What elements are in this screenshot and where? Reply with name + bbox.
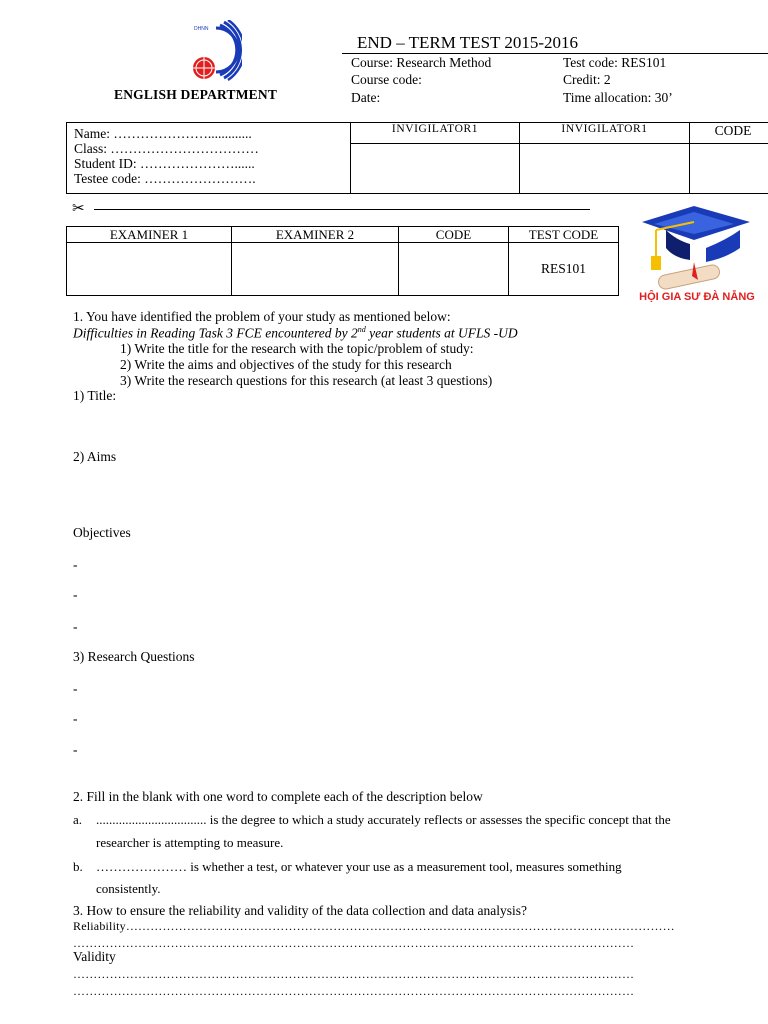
q1-task-2: 2) Write the aims and objectives of the study for this research: [120, 357, 452, 372]
reliability-answer-line[interactable]: Reliability………………………………………………………………………………………………………………………: [73, 919, 675, 933]
class-field[interactable]: Class: ……………………………: [74, 141, 259, 156]
time-allocation: Time allocation: 30’: [563, 90, 673, 105]
invigilator2-header: INVIGILATOR1: [520, 123, 690, 144]
rq-dash: -: [73, 711, 78, 726]
invigilator1-header: INVIGILATOR1: [351, 123, 520, 144]
q1-task-3: 3) Write the research questions for this research (at least 3 questions): [120, 373, 493, 388]
student-id-field[interactable]: Student ID: …………………......: [74, 156, 255, 171]
q2-a-continuation: researcher is attempting to measure.: [96, 835, 284, 850]
test-title: END – TERM TEST 2015-2016: [357, 33, 579, 52]
examiner2-header: EXAMINER 2: [232, 227, 399, 243]
q2-b-text: ………………… is whether a test, or whatever your use as a measurement tool, measures something: [96, 859, 622, 874]
title-label: 1) Title:: [73, 388, 117, 403]
examiner2-cell[interactable]: [232, 243, 399, 296]
rq-dash: -: [73, 742, 78, 757]
invigilator1-signature-cell[interactable]: [351, 144, 520, 194]
scissors-icon: ✂: [72, 201, 85, 217]
validity-label: Validity: [73, 949, 116, 964]
test-date: Date:: [351, 90, 381, 105]
name-field[interactable]: Name: ………………….............: [74, 126, 252, 141]
course-code: Course code:: [351, 72, 422, 87]
svg-text:HỘI GIA SƯ ĐÀ NẴNG: HỘI GIA SƯ ĐÀ NẴNG: [639, 291, 755, 303]
answer-dots-line[interactable]: …………………………………………………………………………………………………………………………: [73, 984, 635, 998]
objective-dash: -: [73, 557, 78, 572]
answer-dots-line[interactable]: …………………………………………………………………………………………………………………………: [73, 936, 635, 950]
cut-line: [94, 209, 590, 210]
student-details-cell: [67, 123, 351, 194]
svg-text:DHNN: DHNN: [194, 26, 209, 32]
research-questions-label: 3) Research Questions: [73, 649, 195, 664]
code-cell[interactable]: [690, 144, 768, 194]
q2-b-label: b.: [73, 859, 83, 874]
q3-intro: 3. How to ensure the reliability and validity of the data collection and data analysis?: [73, 903, 527, 918]
q2-b-continuation: consistently.: [96, 881, 161, 896]
examiner1-cell[interactable]: [67, 243, 232, 296]
examiner-code-header: CODE: [399, 227, 509, 243]
testee-code-field[interactable]: Testee code: …………………….: [74, 171, 256, 186]
university-logo: [180, 20, 242, 84]
graduation-cap-logo: [636, 200, 758, 306]
q1-intro: 1. You have identified the problem of your study as mentioned below:: [73, 309, 451, 324]
examiner-code-cell[interactable]: [399, 243, 509, 296]
code-header: CODE: [690, 123, 768, 144]
q2-a-text: .................................. is the degree to which a study accurately reflects or assesses the specific concept that the: [96, 812, 671, 827]
credit: Credit: 2: [563, 72, 611, 87]
test-code: Test code: RES101: [563, 55, 667, 70]
examiner-table: [66, 226, 619, 296]
q1-topic: Difficulties in Reading Task 3 FCE encountered by 2nd year students at UFLS -UD: [73, 325, 518, 341]
test-code-header: TEST CODE: [509, 227, 619, 243]
title-divider: [342, 53, 768, 54]
examiner1-header: EXAMINER 1: [67, 227, 232, 243]
course-name: Course: Research Method: [351, 55, 492, 70]
invigilator2-signature-cell[interactable]: [520, 144, 690, 194]
rq-dash: -: [73, 681, 78, 696]
q2-a-label: a.: [73, 812, 83, 827]
test-code-value: RES101: [509, 243, 619, 296]
student-info-table: [66, 122, 768, 194]
objectives-label: Objectives: [73, 525, 131, 540]
q1-task-1: 1) Write the title for the research with the topic/problem of study:: [120, 341, 474, 356]
department-name: ENGLISH DEPARTMENT: [114, 87, 278, 102]
objective-dash: -: [73, 619, 78, 634]
q2-intro: 2. Fill in the blank with one word to complete each of the description below: [73, 789, 483, 804]
aims-label: 2) Aims: [73, 449, 117, 464]
answer-dots-line[interactable]: …………………………………………………………………………………………………………………………: [73, 967, 635, 981]
objective-dash: -: [73, 587, 78, 602]
